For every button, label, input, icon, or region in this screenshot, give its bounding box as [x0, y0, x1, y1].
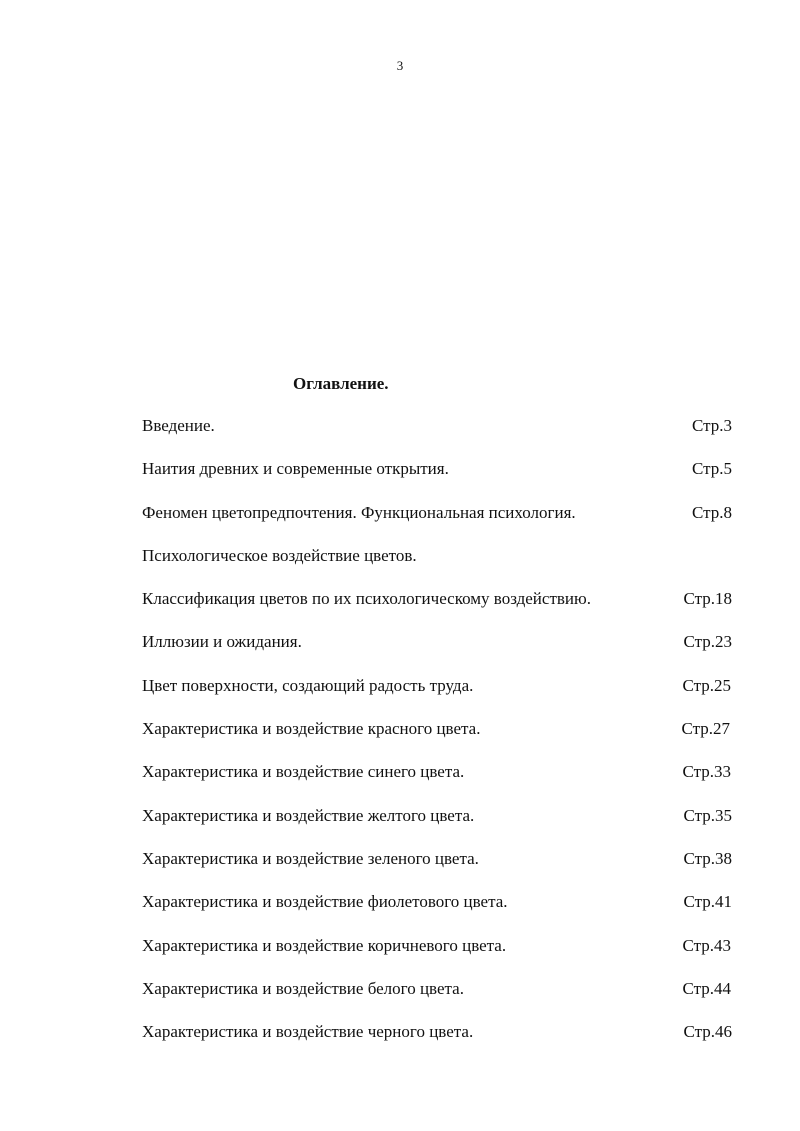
toc-entry — [142, 459, 732, 502]
toc-entry — [142, 936, 732, 979]
toc-entry-page: Стр.46 — [683, 1022, 732, 1042]
toc-entry — [142, 589, 732, 632]
toc-entry — [142, 979, 732, 1022]
toc-entry-label: Характеристика и воздействие фиолетового цвета. — [142, 892, 508, 912]
toc-entry-label: Классификация цветов по их психологическому воздействию. — [142, 589, 591, 609]
toc-entry-page: Стр.5 — [691, 459, 732, 479]
toc-entry — [142, 416, 732, 459]
toc-title: Оглавление. — [293, 374, 389, 393]
toc-entry-page: Стр.38 — [683, 848, 732, 868]
toc-entry-page: Стр.8 — [691, 502, 732, 522]
toc-entry-label: Феномен цветопредпочтения. Функциональная психология. — [142, 502, 576, 522]
toc-entry-page: Стр.43 — [682, 935, 731, 955]
toc-entry-label: Иллюзии и ожидания. — [142, 632, 302, 652]
toc-entry-label: Характеристика и воздействие коричневого цвета. — [142, 935, 507, 955]
toc-entry — [142, 892, 732, 935]
toc-entry-page: Стр.3 — [691, 416, 732, 435]
toc-entry — [142, 849, 732, 892]
toc-entry-label: Характеристика и воздействие синего цвета. — [142, 762, 465, 782]
toc-entry-page: Стр.44 — [682, 978, 731, 998]
toc-entry — [142, 546, 732, 589]
toc-entry-page: Стр.41 — [683, 892, 732, 912]
toc-entry-label: Характеристика и воздействие черного цвета. — [142, 1022, 474, 1042]
toc-entry-page: Стр.35 — [683, 805, 732, 825]
toc-entry — [142, 1022, 732, 1065]
toc-entry — [142, 806, 732, 849]
toc-entry-label: Характеристика и воздействие красного цвета. — [142, 719, 481, 739]
table-of-contents — [142, 416, 732, 1065]
toc-entry-label: Характеристика и воздействие зеленого цвета. — [142, 848, 479, 868]
toc-entry-label: Характеристика и воздействие белого цвета. — [142, 978, 464, 998]
toc-entry-page: Стр.25 — [682, 675, 731, 695]
toc-entry-label: Психологическое воздействие цветов. — [142, 545, 417, 565]
toc-entry-page: Стр.18 — [683, 589, 732, 609]
toc-entry-page: Стр.27 — [681, 719, 730, 739]
toc-entry — [142, 762, 732, 805]
toc-entry — [142, 632, 732, 675]
toc-entry — [142, 676, 732, 719]
toc-entry-label: Введение. — [142, 416, 215, 435]
toc-entry-label: Наития древних и современные открытия. — [142, 459, 449, 479]
toc-entry-label: Цвет поверхности, создающий радость труда. — [142, 675, 474, 695]
toc-entry-label: Характеристика и воздействие желтого цвета. — [142, 805, 475, 825]
page-number: 3 — [396, 58, 404, 73]
toc-entry — [142, 719, 732, 762]
toc-entry — [142, 503, 732, 546]
toc-entry-page: Стр.23 — [683, 632, 732, 652]
toc-entry-page: Стр.33 — [682, 762, 731, 782]
